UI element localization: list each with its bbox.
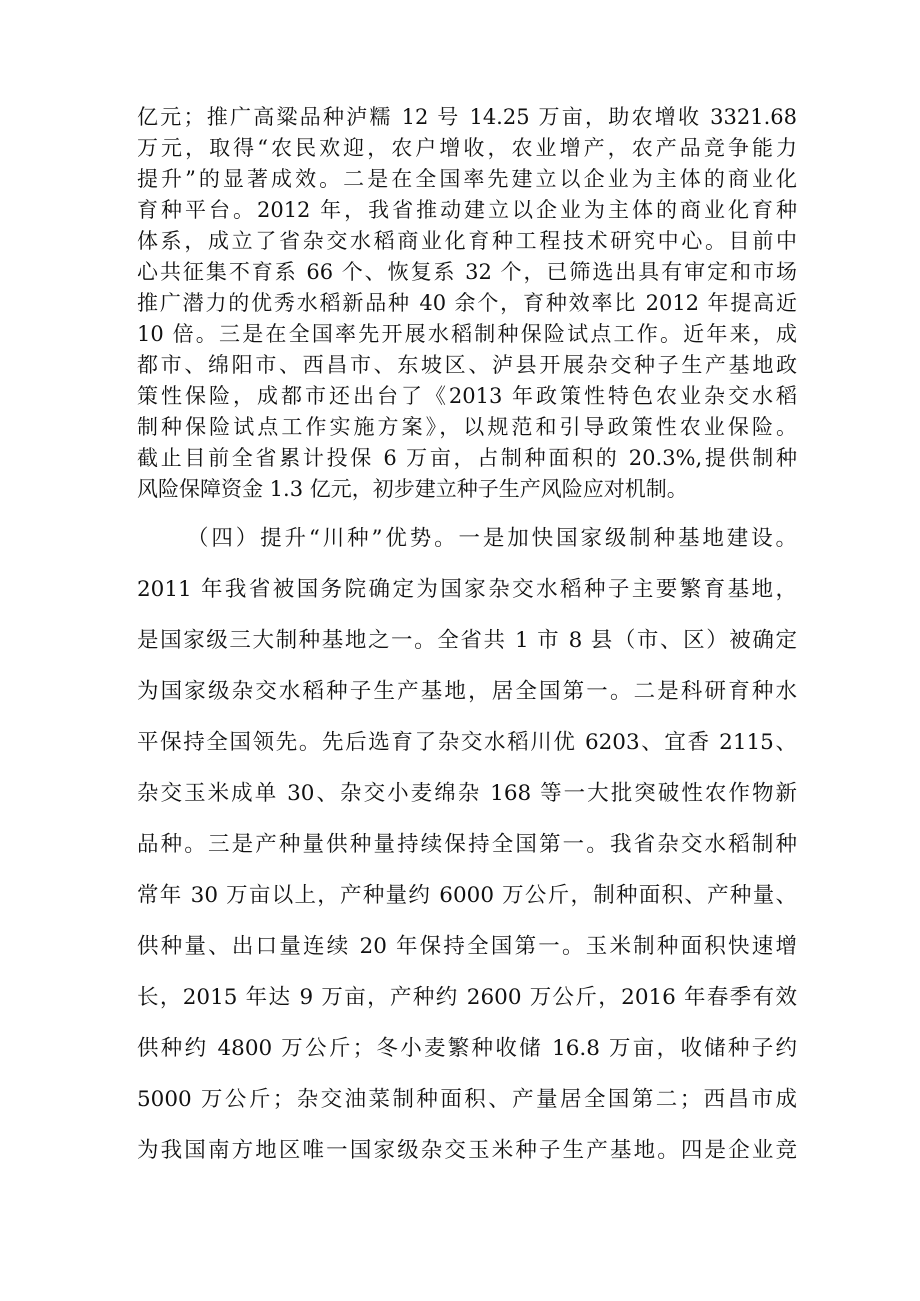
text-line: 平保持全国领先。先后选育了杂交水稻川优 6203、宜香 2115、 (137, 730, 797, 755)
text-line: 育种平台。2012 年，我省推动建立以企业为主体的商业化育种 (137, 198, 797, 222)
text-line: 是国家级三大制种基地之一。全省共 1 市 8 县（市、区）被确定 (137, 628, 797, 653)
text-line: 万元，取得“农民欢迎，农户增收，农业增产，农产品竞争能力 (137, 136, 797, 160)
text-line: 品种。三是产种量供种量持续保持全国第一。我省杂交水稻制种 (137, 832, 797, 857)
text-line: 10 倍。三是在全国率先开展水稻制种保险试点工作。近年来，成 (137, 322, 797, 346)
text-line: 为我国南方地区唯一国家级杂交玉米种子生产基地。四是企业竞 (137, 1138, 797, 1163)
text-line: 策性保险，成都市还出台了《2013 年政策性特色农业杂交水稻 (137, 384, 797, 408)
text-line: 亿元；推广高粱品种泸糯 12 号 14.25 万亩，助农增收 3321.68 (137, 105, 797, 129)
text-line: 心共征集不育系 66 个、恢复系 32 个，已筛选出具有审定和市场 (137, 260, 797, 284)
text-line: 截止目前全省累计投保 6 万亩，占制种面积的 20.3%,提供制种 (137, 446, 797, 470)
text-line: 为国家级杂交水稻种子生产基地，居全国第一。二是科研育种水 (137, 679, 797, 704)
text-line: 制种保险试点工作实施方案》，以规范和引导政策性农业保险。 (137, 415, 797, 439)
text-line: 风险保障资金 1.3 亿元，初步建立种子生产风险应对机制。 (137, 477, 688, 501)
text-line: 常年 30 万亩以上，产种量约 6000 万公斤，制种面积、产种量、 (137, 883, 797, 908)
text-line: 5000 万公斤；杂交油菜制种面积、产量居全国第二；西昌市成 (137, 1087, 797, 1112)
section-heading-line: （四）提升“川种”优势。一是加快国家级制种基地建设。 (187, 526, 797, 551)
text-line: 供种约 4800 万公斤；冬小麦繁种收储 16.8 万亩，收储种子约 (137, 1036, 797, 1061)
text-line: 提升”的显著成效。二是在全国率先建立以企业为主体的商业化 (137, 167, 797, 191)
text-line: 体系，成立了省杂交水稻商业化育种工程技术研究中心。目前中 (137, 229, 797, 253)
text-line: 长，2015 年达 9 万亩，产种约 2600 万公斤，2016 年春季有效 (137, 985, 797, 1010)
text-line: 2011 年我省被国务院确定为国家杂交水稻种子主要繁育基地， (137, 577, 797, 602)
text-line: 推广潜力的优秀水稻新品种 40 余个，育种效率比 2012 年提高近 (137, 291, 797, 315)
text-line: 都市、绵阳市、西昌市、东坡区、泸县开展杂交种子生产基地政 (137, 353, 797, 377)
text-line: 供种量、出口量连续 20 年保持全国第一。玉米制种面积快速增 (137, 934, 797, 959)
text-line: 杂交玉米成单 30、杂交小麦绵杂 168 等一大批突破性农作物新 (137, 781, 797, 806)
